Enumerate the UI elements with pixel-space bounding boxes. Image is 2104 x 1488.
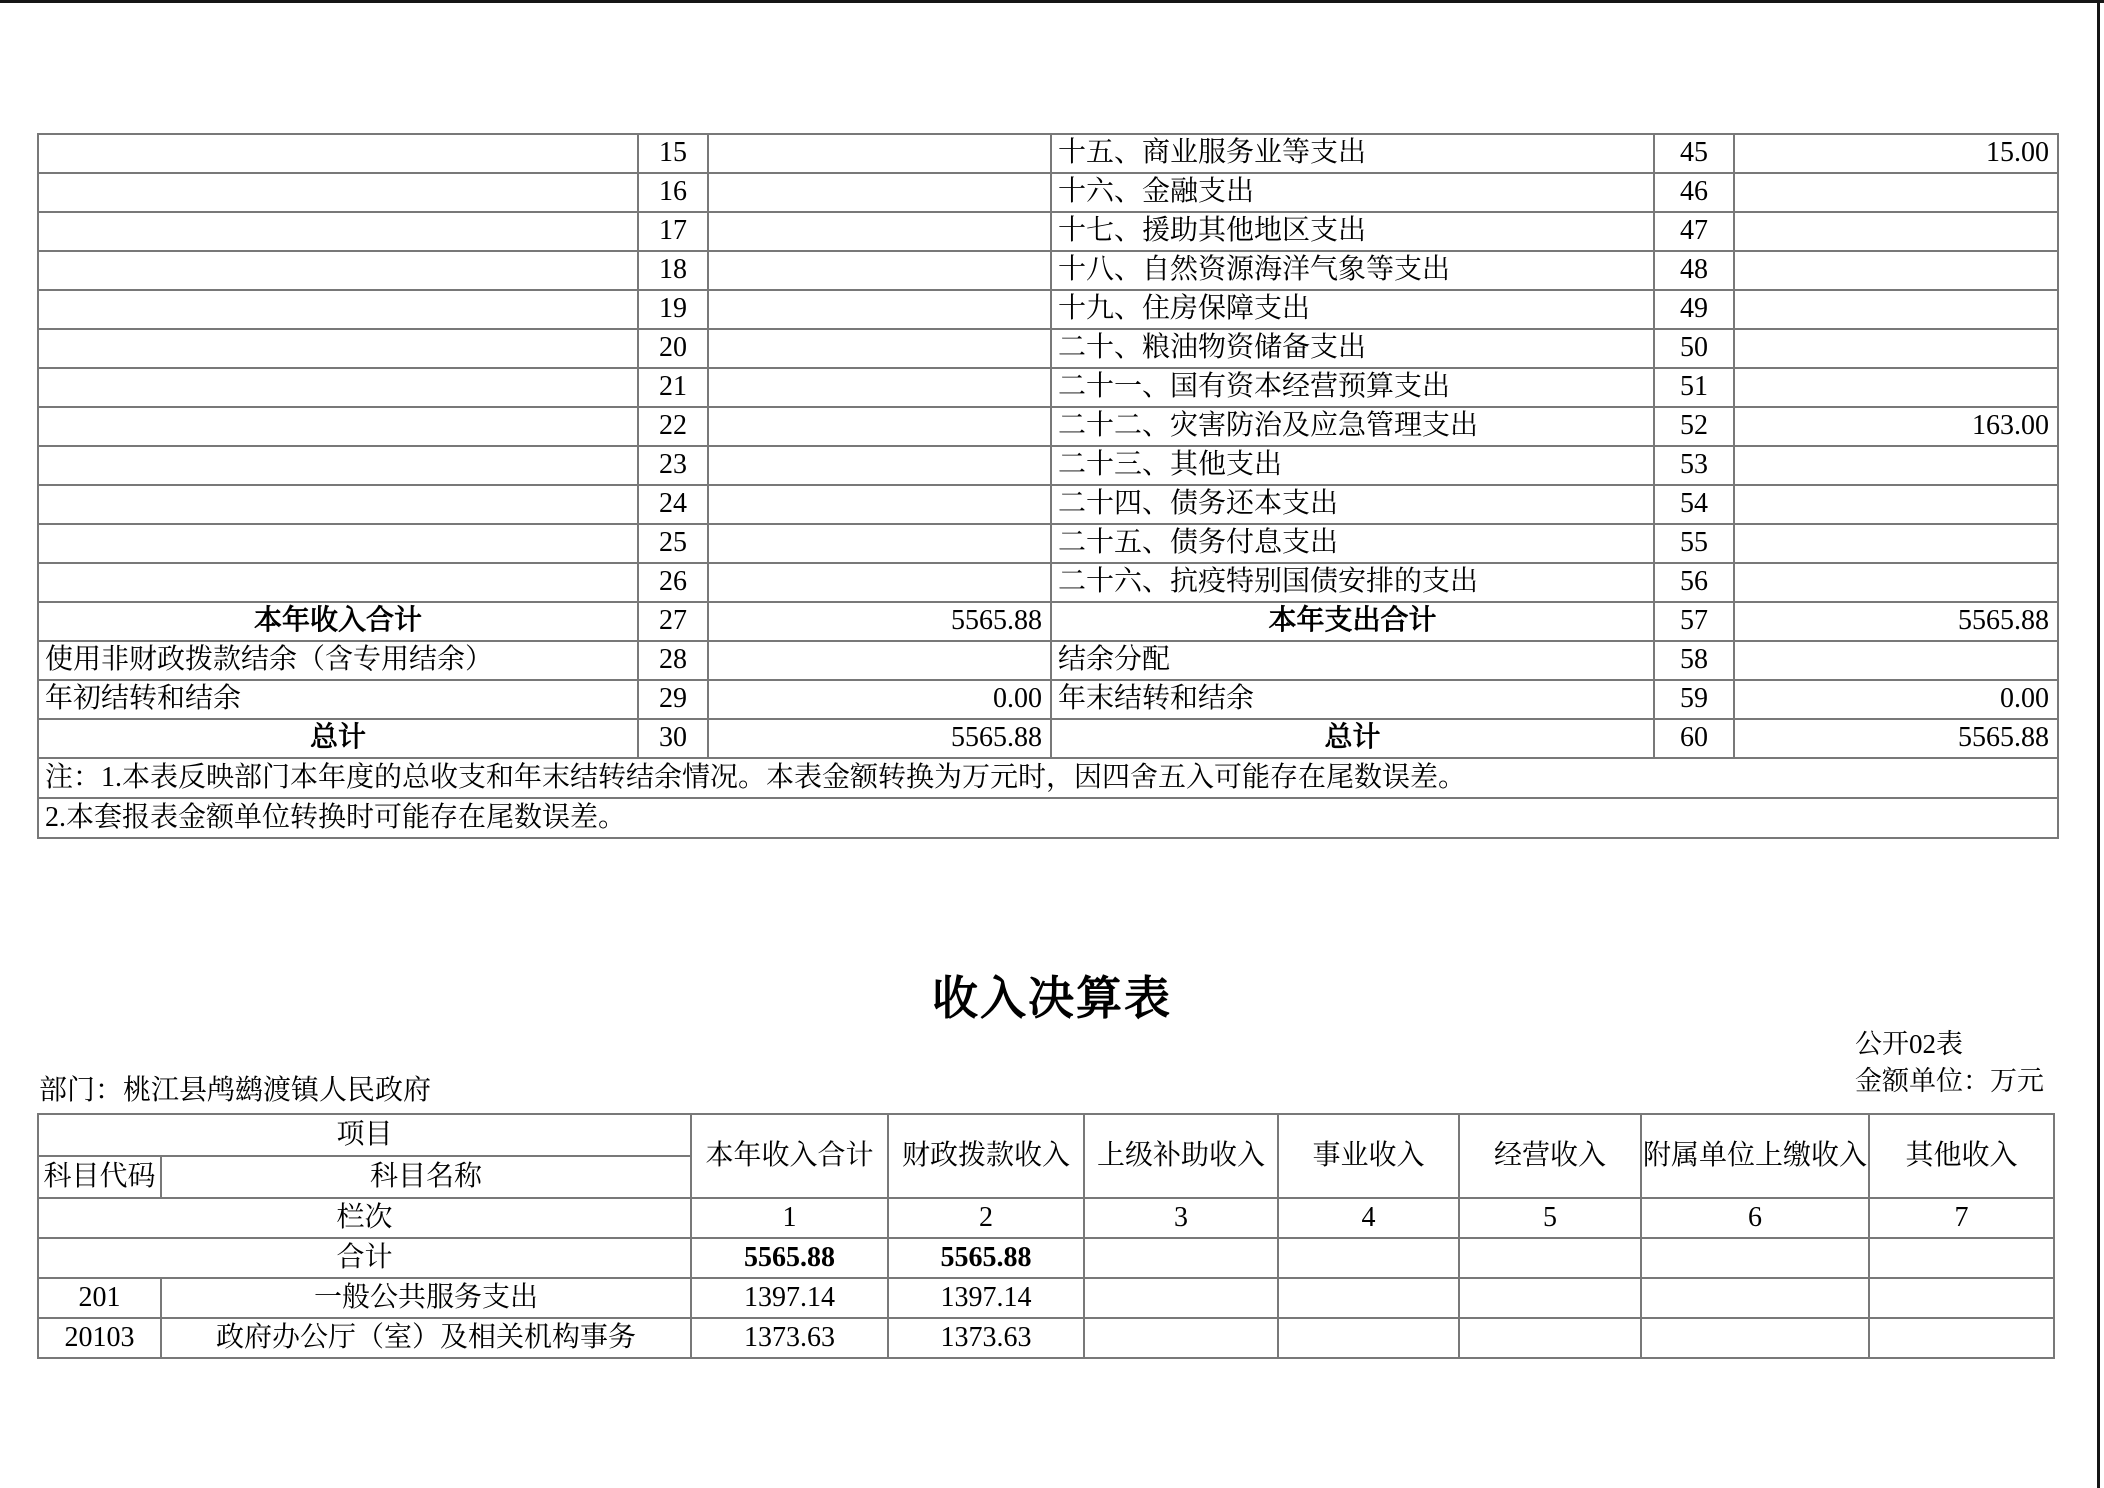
balance-row — [38, 524, 2058, 563]
right-amount — [1734, 329, 2058, 368]
balance-table — [37, 133, 2059, 839]
col-num: 5 — [1459, 1198, 1641, 1238]
col-num: 7 — [1869, 1198, 2054, 1238]
balance-row — [38, 290, 2058, 329]
balance-row — [38, 134, 2058, 173]
right-item-label: 二十、粮油物资储备支出 — [1051, 329, 1654, 368]
left-amount — [708, 173, 1051, 212]
project-header: 项目 — [38, 1114, 691, 1156]
right-amount — [1734, 173, 2058, 212]
left-line-number: 27 — [638, 602, 708, 641]
left-amount — [708, 368, 1051, 407]
subject-name: 政府办公厅（室）及相关机构事务 — [161, 1318, 691, 1358]
left-item-label — [38, 173, 638, 212]
subject-code: 20103 — [38, 1318, 161, 1358]
left-item-label: 总计 — [38, 719, 638, 758]
right-item-label: 二十六、抗疫特别国债安排的支出 — [1051, 563, 1654, 602]
left-item-label: 本年收入合计 — [38, 602, 638, 641]
left-item-label — [38, 563, 638, 602]
amount — [1278, 1238, 1459, 1278]
right-amount — [1734, 251, 2058, 290]
left-item-label — [38, 251, 638, 290]
left-item-label — [38, 446, 638, 485]
left-amount — [708, 212, 1051, 251]
right-item-label: 二十二、灾害防治及应急管理支出 — [1051, 407, 1654, 446]
right-line-number: 47 — [1654, 212, 1734, 251]
balance-row — [38, 602, 2058, 641]
col-header-fiscal: 财政拨款收入 — [888, 1114, 1084, 1198]
col-header-business: 事业收入 — [1278, 1114, 1459, 1198]
amount — [1084, 1278, 1278, 1318]
right-item-label: 十八、自然资源海洋气象等支出 — [1051, 251, 1654, 290]
right-line-number: 46 — [1654, 173, 1734, 212]
income-header-row-1 — [38, 1114, 2054, 1156]
balance-row — [38, 251, 2058, 290]
left-line-number: 25 — [638, 524, 708, 563]
right-item-label: 十五、商业服务业等支出 — [1051, 134, 1654, 173]
subject-name: 一般公共服务支出 — [161, 1278, 691, 1318]
meta-block — [1855, 1026, 2044, 1100]
balance-row — [38, 485, 2058, 524]
note-row — [38, 758, 2058, 798]
left-line-number: 18 — [638, 251, 708, 290]
amount — [1869, 1278, 2054, 1318]
right-line-number: 56 — [1654, 563, 1734, 602]
income-table-body — [38, 1238, 2054, 1358]
left-line-number: 30 — [638, 719, 708, 758]
amount — [1869, 1318, 2054, 1358]
right-item-label: 结余分配 — [1051, 641, 1654, 680]
balance-table-notes — [38, 758, 2058, 838]
amount — [1084, 1238, 1278, 1278]
amount — [1641, 1278, 1869, 1318]
income-row — [38, 1238, 2054, 1278]
balance-row — [38, 446, 2058, 485]
right-item-label: 十九、住房保障支出 — [1051, 290, 1654, 329]
right-amount: 0.00 — [1734, 680, 2058, 719]
amount — [1278, 1278, 1459, 1318]
income-lanci-row — [38, 1198, 2054, 1238]
amount — [1869, 1238, 2054, 1278]
right-line-number: 50 — [1654, 329, 1734, 368]
right-line-number: 49 — [1654, 290, 1734, 329]
left-amount — [708, 251, 1051, 290]
col-header-operating: 经营收入 — [1459, 1114, 1641, 1198]
balance-row — [38, 173, 2058, 212]
left-amount — [708, 563, 1051, 602]
amount: 1373.63 — [691, 1318, 888, 1358]
right-line-number: 48 — [1654, 251, 1734, 290]
left-amount — [708, 524, 1051, 563]
right-line-number: 52 — [1654, 407, 1734, 446]
amount — [1459, 1278, 1641, 1318]
left-item-label — [38, 212, 638, 251]
right-line-number: 58 — [1654, 641, 1734, 680]
balance-row — [38, 212, 2058, 251]
page-title: 收入决算表 — [932, 973, 1172, 1024]
page-top-border — [0, 0, 2104, 3]
right-amount — [1734, 524, 2058, 563]
left-item-label — [38, 134, 638, 173]
table-code-label: 公开02表 — [1855, 1029, 1963, 1059]
table-note-2: 2.本套报表金额单位转换时可能存在尾数误差。 — [38, 798, 2058, 838]
right-amount: 5565.88 — [1734, 719, 2058, 758]
left-item-label — [38, 368, 638, 407]
right-line-number: 60 — [1654, 719, 1734, 758]
note-row — [38, 798, 2058, 838]
unit-label: 金额单位：万元 — [1855, 1066, 2044, 1096]
left-amount: 5565.88 — [708, 719, 1051, 758]
col-num: 6 — [1641, 1198, 1869, 1238]
left-line-number: 21 — [638, 368, 708, 407]
amount: 1373.63 — [888, 1318, 1084, 1358]
col-num: 1 — [691, 1198, 888, 1238]
right-amount: 163.00 — [1734, 407, 2058, 446]
amount — [1084, 1318, 1278, 1358]
right-item-label: 十六、金融支出 — [1051, 173, 1654, 212]
left-amount — [708, 641, 1051, 680]
balance-row — [38, 719, 2058, 758]
amount — [1641, 1238, 1869, 1278]
name-header: 科目名称 — [161, 1156, 691, 1198]
subject-name: 合计 — [38, 1238, 691, 1278]
amount: 5565.88 — [888, 1238, 1084, 1278]
right-line-number: 53 — [1654, 446, 1734, 485]
amount — [1459, 1238, 1641, 1278]
right-line-number: 51 — [1654, 368, 1734, 407]
page-right-border — [2097, 0, 2100, 1488]
left-amount: 5565.88 — [708, 602, 1051, 641]
col-header-other: 其他收入 — [1869, 1114, 2054, 1198]
balance-row — [38, 563, 2058, 602]
left-item-label — [38, 329, 638, 368]
left-amount — [708, 329, 1051, 368]
left-item-label — [38, 290, 638, 329]
income-row — [38, 1278, 2054, 1318]
department-label: 部门：桃江县鸬鹚渡镇人民政府 — [39, 1075, 432, 1106]
left-line-number: 28 — [638, 641, 708, 680]
col-header-affiliated: 附属单位上缴收入 — [1641, 1114, 1869, 1198]
right-item-label: 本年支出合计 — [1051, 602, 1654, 641]
left-amount — [708, 485, 1051, 524]
amount — [1641, 1318, 1869, 1358]
right-item-label: 二十四、债务还本支出 — [1051, 485, 1654, 524]
balance-table-body — [38, 134, 2058, 758]
right-amount — [1734, 485, 2058, 524]
right-line-number: 54 — [1654, 485, 1734, 524]
left-amount — [708, 134, 1051, 173]
amount: 1397.14 — [691, 1278, 888, 1318]
col-num: 4 — [1278, 1198, 1459, 1238]
right-amount: 15.00 — [1734, 134, 2058, 173]
left-item-label — [38, 485, 638, 524]
left-amount: 0.00 — [708, 680, 1051, 719]
left-amount — [708, 446, 1051, 485]
left-line-number: 19 — [638, 290, 708, 329]
left-line-number: 24 — [638, 485, 708, 524]
lanci-label: 栏次 — [38, 1198, 691, 1238]
right-item-label: 二十三、其他支出 — [1051, 446, 1654, 485]
left-line-number: 22 — [638, 407, 708, 446]
left-amount — [708, 407, 1051, 446]
right-amount: 5565.88 — [1734, 602, 2058, 641]
balance-row — [38, 407, 2058, 446]
code-header: 科目代码 — [38, 1156, 161, 1198]
col-header-total: 本年收入合计 — [691, 1114, 888, 1198]
table-note-1: 注：1.本表反映部门本年度的总收支和年末结转结余情况。本表金额转换为万元时，因四舍五入可能存在尾数误差。 — [38, 758, 2058, 798]
col-num: 2 — [888, 1198, 1084, 1238]
right-line-number: 59 — [1654, 680, 1734, 719]
amount: 1397.14 — [888, 1278, 1084, 1318]
income-table-header — [38, 1114, 2054, 1238]
right-amount — [1734, 563, 2058, 602]
left-amount — [708, 290, 1051, 329]
income-table — [37, 1113, 2055, 1359]
left-line-number: 20 — [638, 329, 708, 368]
left-line-number: 15 — [638, 134, 708, 173]
amount — [1278, 1318, 1459, 1358]
right-amount — [1734, 641, 2058, 680]
balance-row — [38, 329, 2058, 368]
balance-row — [38, 680, 2058, 719]
col-num: 3 — [1084, 1198, 1278, 1238]
right-item-label: 十七、援助其他地区支出 — [1051, 212, 1654, 251]
left-item-label — [38, 407, 638, 446]
col-header-subsidy: 上级补助收入 — [1084, 1114, 1278, 1198]
right-amount — [1734, 368, 2058, 407]
amount — [1459, 1318, 1641, 1358]
right-item-label: 年末结转和结余 — [1051, 680, 1654, 719]
right-item-label: 总计 — [1051, 719, 1654, 758]
right-item-label: 二十五、债务付息支出 — [1051, 524, 1654, 563]
left-line-number: 29 — [638, 680, 708, 719]
right-line-number: 57 — [1654, 602, 1734, 641]
left-item-label: 年初结转和结余 — [38, 680, 638, 719]
income-row — [38, 1318, 2054, 1358]
left-item-label: 使用非财政拨款结余（含专用结余） — [38, 641, 638, 680]
right-line-number: 45 — [1654, 134, 1734, 173]
balance-row — [38, 368, 2058, 407]
right-line-number: 55 — [1654, 524, 1734, 563]
amount: 5565.88 — [691, 1238, 888, 1278]
right-item-label: 二十一、国有资本经营预算支出 — [1051, 368, 1654, 407]
left-line-number: 16 — [638, 173, 708, 212]
right-amount — [1734, 290, 2058, 329]
left-line-number: 17 — [638, 212, 708, 251]
left-item-label — [38, 524, 638, 563]
left-line-number: 26 — [638, 563, 708, 602]
right-amount — [1734, 446, 2058, 485]
subject-code: 201 — [38, 1278, 161, 1318]
balance-row — [38, 641, 2058, 680]
right-amount — [1734, 212, 2058, 251]
left-line-number: 23 — [638, 446, 708, 485]
